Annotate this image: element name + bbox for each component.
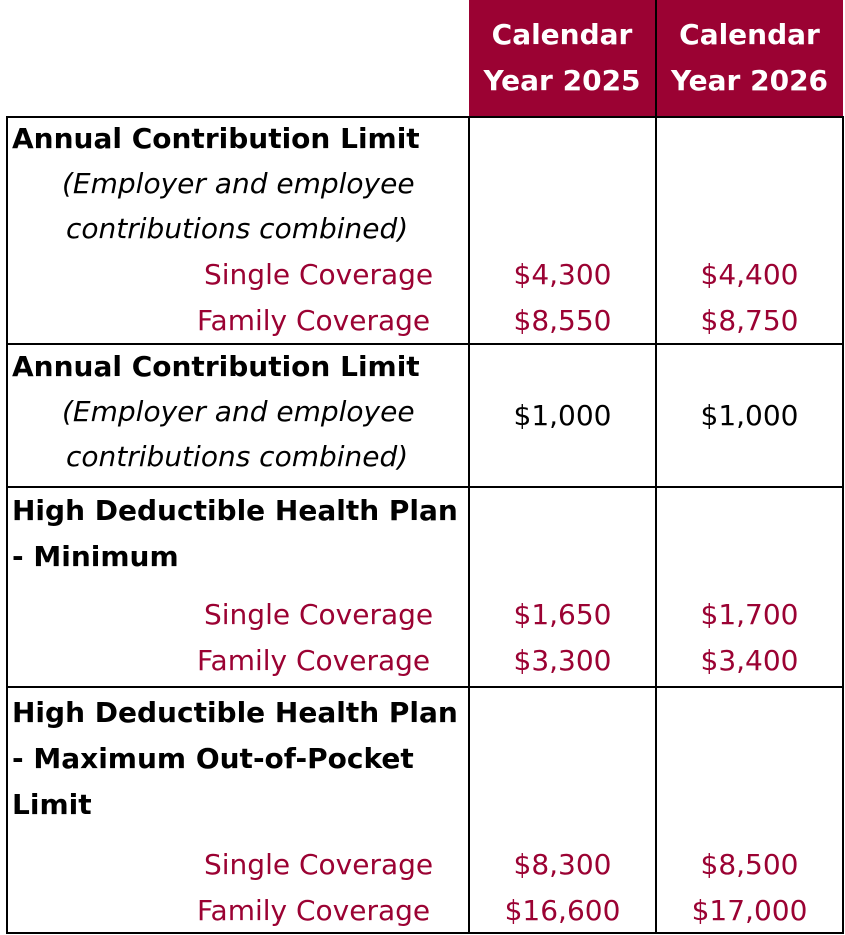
row4-family-2026: $17,000 (691, 894, 808, 927)
row1-note-line1: (Employer and employee (62, 167, 415, 200)
row3-title-line2: - Minimum (12, 540, 179, 573)
row4-single-2025: $8,300 (513, 848, 612, 881)
row4-title-line1: High Deductible Health Plan (12, 696, 458, 729)
row4-title-line2: - Maximum Out-of-Pocket (12, 742, 414, 775)
row4-title-line3: Limit (12, 788, 92, 821)
row3-single-2025: $1,650 (513, 598, 612, 631)
row2-note-line2: contributions combined) (66, 440, 409, 473)
row1-single-label: Single Coverage (204, 258, 434, 291)
grid-line-row3 (6, 686, 844, 688)
row4-family-label: Family Coverage (197, 894, 431, 927)
row1-family-2025: $8,550 (513, 304, 612, 337)
row4-single-2026: $8,500 (700, 848, 799, 881)
header-calendar-year-2026 (656, 0, 843, 116)
header-2025-line1: Calendar (491, 18, 633, 51)
row1-title: Annual Contribution Limit (12, 122, 420, 155)
grid-line-col-2025 (468, 116, 470, 934)
row1-single-2026: $4,400 (700, 258, 799, 291)
row3-family-2025: $3,300 (513, 644, 612, 677)
row2-note-line1: (Employer and employee (62, 395, 415, 428)
row2-value-2026: $1,000 (700, 399, 799, 432)
row3-title-line1: High Deductible Health Plan (12, 494, 458, 527)
row1-family-label: Family Coverage (197, 304, 431, 337)
header-calendar-year-2025 (469, 0, 656, 116)
grid-line-left (6, 116, 8, 934)
row1-note-line2: contributions combined) (66, 212, 409, 245)
header-2026-line1: Calendar (679, 18, 820, 51)
row2-title: Annual Contribution Limit (12, 350, 420, 383)
row1-family-2026: $8,750 (700, 304, 799, 337)
grid-line-col-2026 (655, 0, 657, 934)
row1-single-2025: $4,300 (513, 258, 612, 291)
row2-value-2025: $1,000 (513, 399, 612, 432)
header-2025-line2: Year 2025 (483, 64, 641, 97)
row3-family-2026: $3,400 (700, 644, 799, 677)
row3-family-label: Family Coverage (197, 644, 431, 677)
row3-single-2026: $1,700 (700, 598, 799, 631)
header-2026-line2: Year 2026 (670, 64, 829, 97)
row3-single-label: Single Coverage (204, 598, 434, 631)
row4-single-label: Single Coverage (204, 848, 434, 881)
row4-family-2025: $16,600 (504, 894, 621, 927)
grid-line-right (842, 116, 844, 934)
